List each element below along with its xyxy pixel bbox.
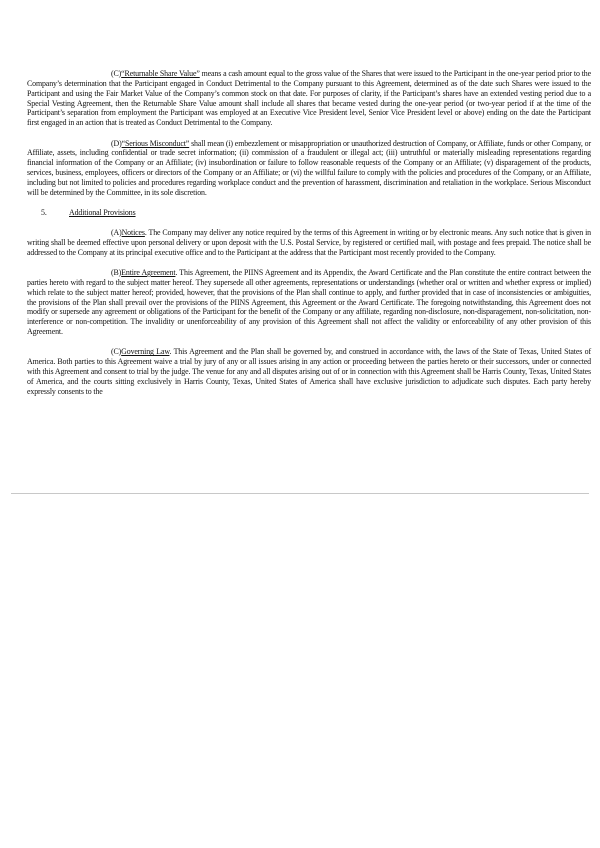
paragraph-text: . This Agreement and the Plan shall be governed by, and construed in accordance with, the laws of the State of Texas, United States of America. Both parties to this Agreement waive a trial by jury of any or all issues arising in any action or proceeding between the parties hereto or their successors, under or connected with this Agreement and consent to trial by the judge. The venue for any and all disputes arising out of or in connection with this Agreement shall be Harris County, Texas, United States of America, and the courts sitting exclusively in Harris County, Texas, United States of America shall have exclusive jurisdiction to adjudicate such disputes. Each party hereby expressly consents to the (27, 347, 591, 396)
clause-title-governing-law: Governing Law (121, 347, 170, 357)
paragraph-text: . The Company may deliver any notice required by the terms of this Agreement in writing or by electronic means. Any such notice that is given in writing shall be deemed effective upon personal delivery or upon deposit with the U.S. Postal Service, by registered or certified mail, with postage and fees prepaid. The notice shall be addressed to the Company at its principal executive office and to the Participant at the address that the Participant most recently provided to the Company. (27, 227, 591, 257)
paragraph-notices (27, 228, 591, 258)
clause-label: (A) (111, 227, 122, 237)
clause-title-entire-agreement: Entire Agreement (121, 268, 176, 277)
section-title: Additional Provisions (69, 208, 136, 218)
clause-label: (D) (111, 138, 122, 148)
document-body (27, 69, 591, 407)
defined-term-serious-misconduct: “Serious Misconduct” (121, 138, 190, 148)
section-number: 5. (41, 208, 47, 218)
clause-title-notices: Notices (121, 227, 145, 237)
section-heading-additional-provisions (27, 208, 591, 218)
clause-label: (B) (111, 268, 122, 277)
paragraph-returnable-share-value (27, 69, 591, 128)
paragraph-entire-agreement (27, 268, 591, 337)
paragraph-governing-law (27, 347, 591, 396)
paragraph-text: . This Agreement, the PIINS Agreement and its Appendix, the Award Certificate and the Plan constitute the entire contract between the parties hereto with regard to the subject matter hereof. They supersede all other agreements, representations or understandings (whether oral or written and whether express or implied) which relate to the subject matter hereof; provided, however, that the provisions of the Plan shall continue to apply, and further provided that in case of inconsistencies or ambiguities, the provisions of the Plan shall prevail over the provisions of the PIINS Agreement, this Agreement or the Award Certificate. The foregoing notwithstanding, this Agreement does not modify or supersede any agreement or obligations of the Participant for the benefit of the Company or any affiliate, regarding non-disclosure, non-disparagement, non-solicitation, non-interference or non-competition. The invalidity or unenforceability of any provision of this Agreement shall not affect the validity or enforceability of any other provision of this Agreement. (27, 268, 591, 337)
clause-label: (C) (111, 69, 122, 78)
page-bottom-divider (11, 493, 589, 494)
paragraph-text: means a cash amount equal to the gross value of the Shares that were issued to the Participant in the one-year period prior to the Company’s determination that the Participant engaged in Conduct Detrimental to the Company pursuant to this Agreement, determined as of the date such Shares were issued to the Participant and using the Fair Market Value of the Company’s common stock on that date. For purposes of clarity, if the Participant’s shares have an extended vesting period due to a Special Vesting Agreement, then the Returnable Share Value amount shall include all shares that became vested during the one-year period (or two-year period if at the time of the Participant’s separation from employment the Participant was employed at an Executive Vice President level, Senior Vice President level or above) ending on the date the Participant first engaged in an action that is treated as Conduct Detrimental to the Company. (27, 69, 591, 128)
clause-label: (C) (111, 347, 122, 357)
paragraph-serious-misconduct (27, 139, 591, 198)
paragraph-text: shall mean (i) embezzlement or misappropriation or unauthorized destruction of Company, or Affiliate, funds or other Company, or Affiliate, assets, including confidential or trade secret information; (ii) commission of a fraudulent or illegal act; (iii) untruthful or materially misleading representations regarding financial information of the Company or an Affiliate; (iv) insubordination or failure to follow reasonable requests of the Company or an Affiliate; (v) disparagement of the products, services, business, employees, officers or directors of the Company or an Affiliate; or (vi) the willful failure to comply with the policies and procedures of the Company, or an Affiliate, including but not limited to policies and procedures regarding workplace conduct and the prevention of harassment, discrimination and retaliation in the workplace. Serious Misconduct will be determined by the Committee, in its sole discretion. (27, 138, 591, 197)
defined-term-returnable-share-value: “Returnable Share Value” (121, 69, 200, 78)
